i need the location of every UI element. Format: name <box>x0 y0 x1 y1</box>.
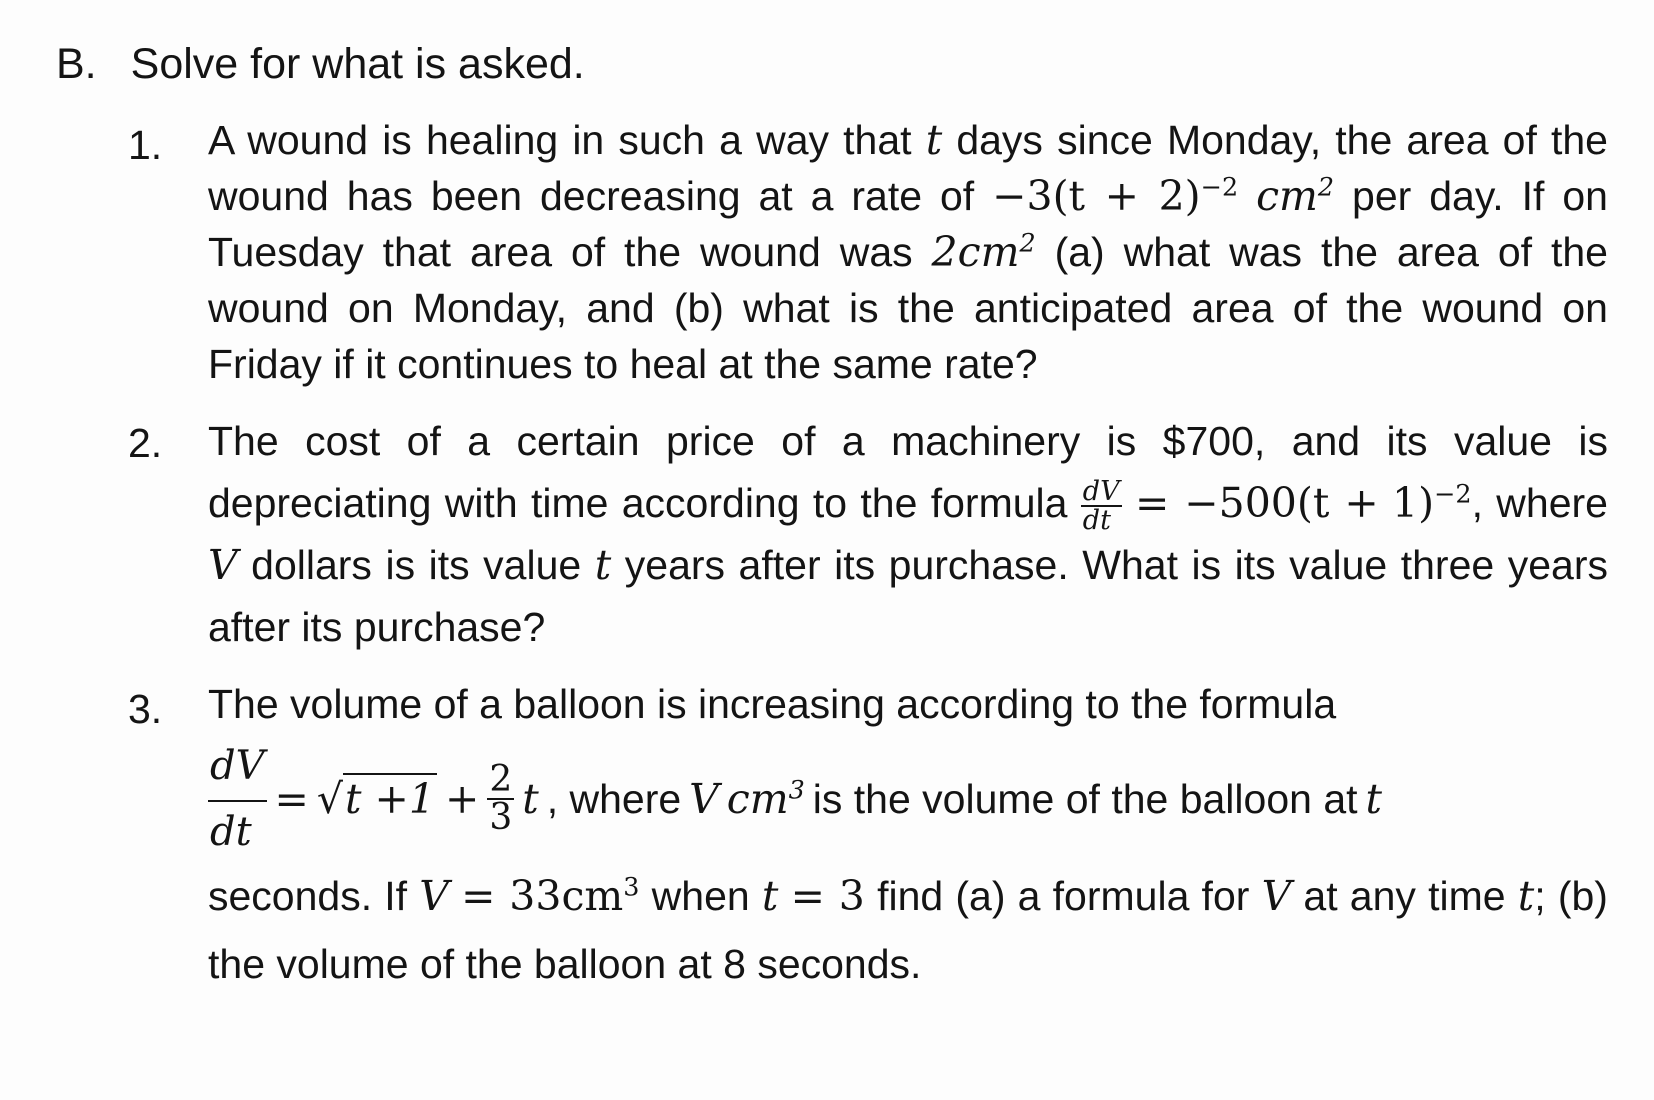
text-segment: , where <box>1471 480 1608 526</box>
section-letter: B. <box>56 40 97 88</box>
math-var: V <box>689 775 719 823</box>
text-segment: when <box>651 873 750 919</box>
math-var: V <box>419 872 449 920</box>
text-segment: seconds. If <box>208 873 408 919</box>
math-var: t <box>522 775 539 823</box>
problem-text-line1 <box>208 676 1608 732</box>
coefficient-fraction: $\frac{2}{3}$ <box>489 759 513 838</box>
rate-expression: $-3(t + 2)^{-2}$ <box>992 171 1239 220</box>
text-segment: , where <box>546 776 682 822</box>
text-segment: is the volume of the balloon at <box>812 776 1358 822</box>
math-var: t <box>594 541 612 590</box>
derivative-fraction: $\frac{dV}{dt}$ <box>1082 476 1120 537</box>
text-segment: years after its purchase. What is its value three years after its purchase? <box>208 542 1608 651</box>
problem-text-rest <box>208 862 1608 998</box>
square-root: √t +1 <box>316 775 435 823</box>
derivative-fraction: $\frac{dV}{dt}$ <box>210 743 265 855</box>
equation-rhs: = −500(t + <box>1134 479 1379 527</box>
problem-equation-line <box>208 743 1608 855</box>
problem-text <box>208 410 1608 658</box>
area-value: $2cm^2$ <box>931 227 1036 276</box>
math-var: V <box>1261 872 1292 920</box>
math-var: t <box>925 116 943 164</box>
text-segment: (a) what was the area of the wound on Monday, and (b) what is the anticipated area of the wound on Friday if it continues to heal at the same rate? <box>208 229 1608 387</box>
math-var: t <box>1365 775 1382 823</box>
equation-continuation: 1)$^{-2}$ <box>1392 478 1472 527</box>
text-segment: at any time <box>1303 873 1506 919</box>
volume-unit: $cm^3$ <box>726 774 805 823</box>
problem-number: 2. <box>128 420 163 466</box>
rate-unit: $cm^2$ <box>1256 171 1335 220</box>
text-segment: The cost of a certain price of a machinery is $700, and its value is depreciating with time according to the formula <box>208 418 1608 526</box>
text-segment: days since Monday, the area of the wound has been decreasing at a rate of <box>208 117 1608 219</box>
problem-number: 3. <box>128 686 163 732</box>
text-segment: dollars is its value <box>251 542 582 589</box>
text-segment: find (a) a formula for <box>877 873 1250 919</box>
problem-number: 1. <box>128 122 163 168</box>
math-var: t <box>761 872 779 920</box>
condition-volume: = $33cm^3$ <box>461 871 640 920</box>
volume-equation <box>208 743 1608 855</box>
text-segment: ; (b) the volume of the balloon at 8 seconds. <box>208 873 1608 987</box>
problem-text <box>208 112 1608 392</box>
math-var: V <box>208 541 238 590</box>
plus-sign: + <box>444 775 480 823</box>
text-segment: per day. If on Tuesday that area of the wound was <box>208 173 1608 275</box>
condition-time: = 3 <box>790 872 865 920</box>
text-segment: A wound is healing in such a way that <box>208 117 912 163</box>
equals-sign: = <box>274 775 309 823</box>
math-var: t <box>1517 872 1535 920</box>
section-title: Solve for what is asked. <box>130 40 585 88</box>
section-heading <box>56 40 585 89</box>
text-segment: The volume of a balloon is increasing according to the formula <box>208 681 1337 727</box>
